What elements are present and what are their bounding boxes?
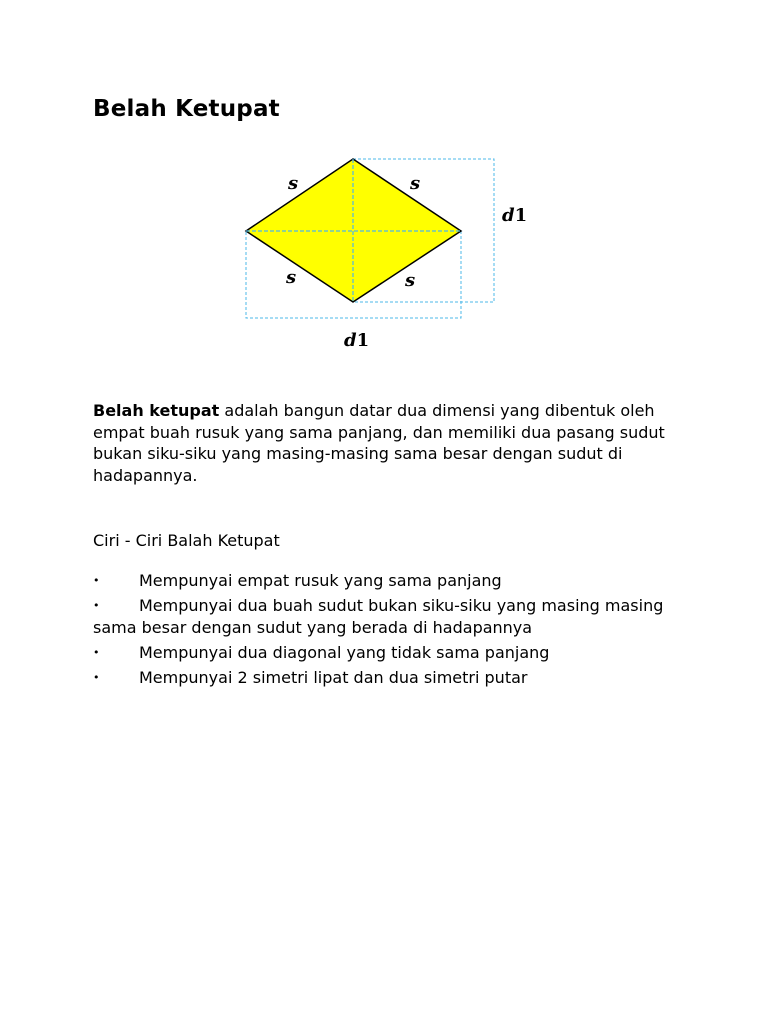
- bullet-icon: •: [93, 599, 100, 612]
- features-list: [93, 570, 683, 692]
- list-item-text: Mempunyai dua diagonal yang tidak sama panjang: [139, 642, 550, 662]
- definition-paragraph: [93, 400, 683, 486]
- list-item: [93, 667, 683, 689]
- definition-term: Belah ketupat: [93, 401, 220, 420]
- list-item-text: Mempunyai dua buah sudut bukan siku-siku yang masing masing sama besar dengan sudut yang berada di hadapannya: [93, 596, 664, 637]
- diagonal-label-bottom-var: d: [344, 330, 357, 351]
- side-label-top-right: s: [410, 173, 421, 194]
- side-label-top-left: s: [288, 173, 299, 194]
- diagonal-label-right-num: 1: [514, 205, 528, 226]
- diagonal-label-right-var: d: [502, 205, 515, 226]
- side-label-bottom-right: s: [405, 270, 416, 291]
- rhombus-diagram: [0, 0, 768, 380]
- list-item: [93, 642, 683, 664]
- side-label-bottom-left: s: [286, 267, 297, 288]
- diagonal-label-bottom-num: 1: [356, 330, 370, 351]
- definition-text: adalah bangun datar dua dimensi yang dibentuk oleh empat buah rusuk yang sama panjang, dan memiliki dua pasang sudut bukan siku-siku yang masing-masing sama besar dengan sudut di hadapannya.: [93, 401, 665, 485]
- list-item: [93, 595, 683, 638]
- diagonal-label-bottom: [344, 330, 369, 351]
- list-item-text: Mempunyai 2 simetri lipat dan dua simetri putar: [139, 667, 528, 687]
- list-item-text: Mempunyai empat rusuk yang sama panjang: [139, 571, 502, 590]
- page-title: Belah Ketupat: [93, 96, 280, 122]
- bullet-icon: •: [93, 645, 100, 659]
- features-heading: Ciri - Ciri Balah Ketupat: [93, 531, 280, 550]
- rhombus-figure: [0, 0, 768, 380]
- list-item: [93, 570, 683, 592]
- bullet-icon: •: [93, 670, 100, 684]
- diagonal-label-right: [502, 205, 527, 226]
- bullet-icon: •: [93, 574, 100, 587]
